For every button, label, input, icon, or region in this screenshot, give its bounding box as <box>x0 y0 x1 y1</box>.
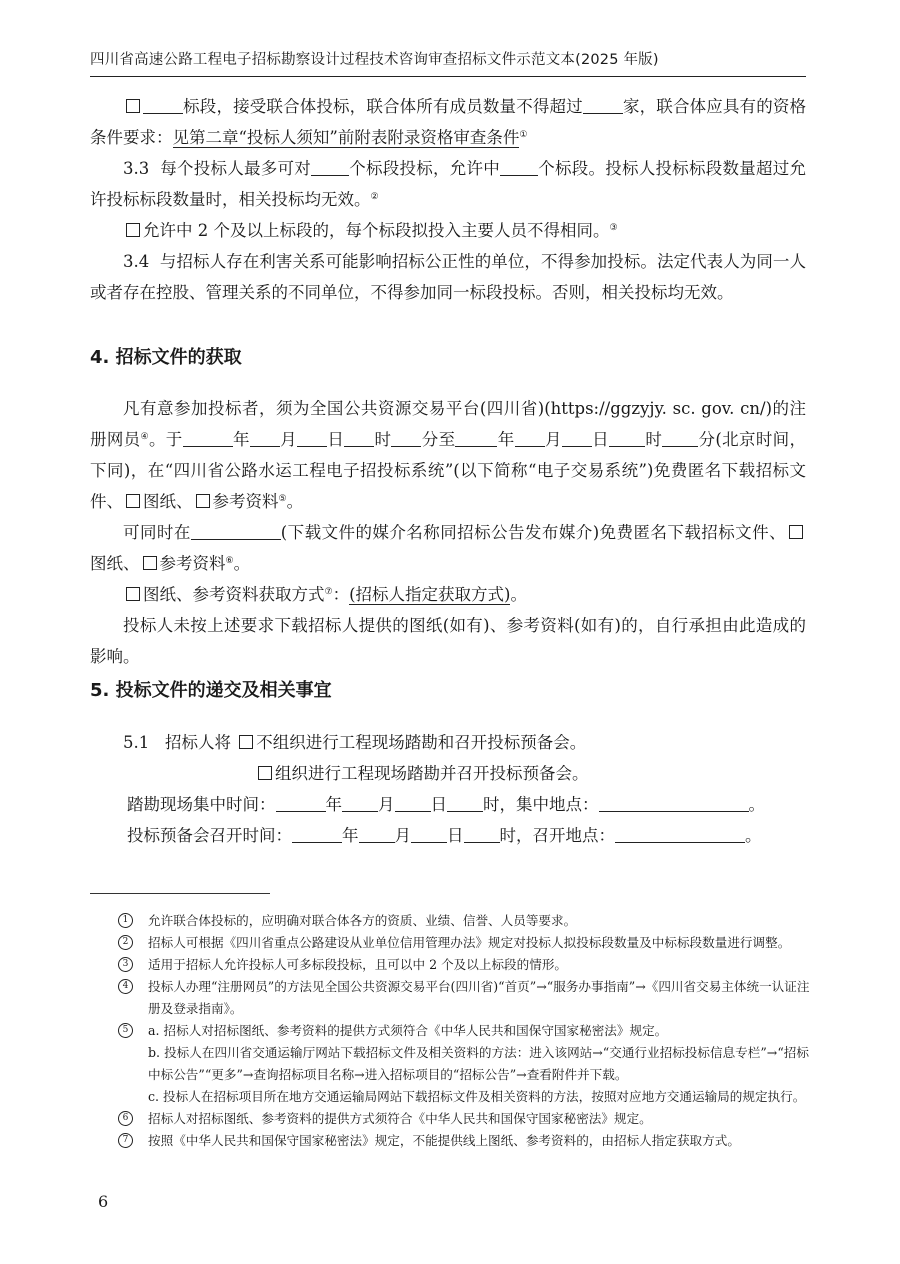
footnote-number: 6 <box>118 1111 133 1126</box>
footnote-ref[interactable]: ③ <box>609 223 618 233</box>
blank[interactable] <box>447 793 483 812</box>
designated-method: (招标人指定获取方式) <box>349 585 511 604</box>
blank[interactable] <box>391 428 421 447</box>
checkbox[interactable] <box>789 525 803 539</box>
footnotes <box>118 910 810 1152</box>
blank[interactable] <box>599 793 749 812</box>
running-header: 四川省高速公路工程电子招标勘察设计过程技术咨询审查招标文件示范文本(2025 年版) <box>90 52 659 68</box>
footnote-ref[interactable]: ① <box>519 130 528 140</box>
footnote-3: 3 适用于招标人允许投标人可多标段投标，且可以中 2 个及以上标段的情形。 <box>118 954 810 976</box>
blank[interactable] <box>276 793 326 812</box>
blank[interactable] <box>562 428 592 447</box>
blank[interactable] <box>344 428 374 447</box>
footnote-ref[interactable]: ⑥ <box>225 556 234 566</box>
checkbox[interactable] <box>239 735 253 749</box>
blank[interactable] <box>191 521 281 540</box>
survey-time-row: 踏勘现场集中时间： 年 月 日 时，集中地点： 。 <box>127 795 765 814</box>
blank[interactable] <box>500 157 538 176</box>
footnote-number: 4 <box>118 979 133 994</box>
blank[interactable] <box>311 157 349 176</box>
footnote-ref[interactable]: ④ <box>140 432 149 442</box>
header-rule <box>90 76 806 77</box>
footnote-ref[interactable]: ② <box>370 192 379 202</box>
clause-obtain-method: 图纸、参考资料获取方式⑦：(招标人指定获取方式)。 <box>90 579 806 610</box>
clause-5-1: 5.1 招标人将 不组织进行工程现场踏勘和召开投标预备会。 <box>123 733 587 752</box>
blank[interactable] <box>359 824 395 843</box>
clause-multi-section: 允许中 2 个及以上标段的，每个标段拟投入主要人员不得相同。③ <box>90 215 806 246</box>
clause-consortium: 标段，接受联合体投标，联合体所有成员数量不得超过 家，联合体应具有的资格条件要求：见第二章“投标人须知”前附表附录资格审查条件① <box>90 97 807 147</box>
footnote-number: 1 <box>118 913 133 928</box>
clause-3-4: 3.4 与招标人存在利害关系可能影响招标公正性的单位，不得参加投标。法定代表人为同一人或者存在控股、管理关系的不同单位，不得参加同一标段投标。否则，相关投标均无效。 <box>90 252 807 302</box>
checkbox[interactable] <box>126 494 140 508</box>
footnote-2: 2 招标人可根据《四川省重点公路建设从业单位信用管理办法》规定对投标人拟投标段数量及中标标段数量进行调整。 <box>118 932 810 954</box>
checkbox[interactable] <box>126 99 140 113</box>
footnote-ref[interactable]: ⑦ <box>324 587 333 597</box>
checkbox[interactable] <box>126 223 140 237</box>
blank[interactable] <box>464 824 500 843</box>
footnote-number: 5 <box>118 1023 133 1038</box>
footnote-number: 2 <box>118 935 133 950</box>
footnote-number: 7 <box>118 1133 133 1148</box>
blank[interactable] <box>515 428 545 447</box>
section-4-title: 4. 招标文件的获取 <box>90 347 242 368</box>
top-clauses <box>90 91 806 308</box>
section-5-body <box>90 727 806 851</box>
footnote-4: 4 投标人办理“注册网员”的方法见全国公共资源交易平台(四川省)“首页”→“服务办事指南”→《四川省交易主体统一认证注册及登录指南》。 <box>118 976 810 1020</box>
clause-3-3: 3.3 每个投标人最多可对 个标段投标，允许中 个标段。投标人投标标段数量超过允许投标标段数量时，相关投标均无效。② <box>90 159 806 209</box>
section-4-body <box>90 393 806 672</box>
blank[interactable] <box>143 95 183 114</box>
footnote-5: 5 a. 招标人对招标图纸、参考资料的提供方式须符合《中华人民共和国保守国家秘密法》规定。 b. 投标人在四川省交通运输厅网站下载招标文件及相关资料的方法：进入该网站→“交通行业招标投标信息专栏”→“招标中标公告”“更多”→查询招标项目名称→进入招标项目的“招标公告”→查看附件并下载。 c. 投标人在招标项目所在地方交通运输局网站下载招标文件及相关资料的方法，按照对应地方交通运输局的规定执行。 <box>118 1020 810 1108</box>
checkbox[interactable] <box>143 556 157 570</box>
footnote-6: 6 招标人对招标图纸、参考资料的提供方式须符合《中华人民共和国保守国家秘密法》规定。 <box>118 1108 810 1130</box>
section-5-title: 5. 投标文件的递交及相关事宜 <box>90 680 332 701</box>
blank[interactable] <box>292 824 342 843</box>
blank[interactable] <box>342 793 378 812</box>
blank[interactable] <box>615 824 745 843</box>
blank[interactable] <box>455 428 497 447</box>
page-number: 6 <box>98 1192 109 1211</box>
checkbox[interactable] <box>126 587 140 601</box>
clause-consequence: 投标人未按上述要求下载招标人提供的图纸(如有)、参考资料(如有)的，自行承担由此造成的影响。 <box>90 616 806 666</box>
footnote-7: 7 按照《中华人民共和国保守国家秘密法》规定，不能提供线上图纸、参考资料的，由招标人指定获取方式。 <box>118 1130 810 1152</box>
checkbox[interactable] <box>258 766 272 780</box>
blank[interactable] <box>297 428 327 447</box>
footnote-rule <box>90 893 270 894</box>
footnote-1: 1 允许联合体投标的，应明确对联合体各方的资质、业绩、信誉、人员等要求。 <box>118 910 810 932</box>
blank[interactable] <box>609 428 645 447</box>
blank[interactable] <box>183 428 233 447</box>
blank[interactable] <box>395 793 431 812</box>
blank[interactable] <box>250 428 280 447</box>
footnote-ref[interactable]: ⑤ <box>278 494 287 504</box>
meeting-time-row: 投标预备会召开时间： 年 月 日 时，召开地点： 。 <box>127 826 762 845</box>
footnote-number: 3 <box>118 957 133 972</box>
checkbox[interactable] <box>196 494 210 508</box>
blank[interactable] <box>583 95 623 114</box>
clause-5-1-option2: 组织进行工程现场踏勘并召开投标预备会。 <box>90 758 806 789</box>
clause-obtain-docs: 凡有意参加投标者，须为全国公共资源交易平台(四川省)(https://ggzyjy. sc. gov. cn/)的注册网员④。于 年 月 日 时 分至 年 月 日 时 分(北京时间，下同)，在“四川省公路水运工程电子招投标系统”(以下简称“电子交易系统”)免费匿名下载招标文件、 图纸、 参考资料⑤。 <box>90 399 807 511</box>
consortium-requirement: 见第二章“投标人须知”前附表附录资格审查条件 <box>172 128 520 147</box>
blank[interactable] <box>411 824 447 843</box>
blank[interactable] <box>662 428 698 447</box>
clause-alt-media: 可同时在 (下载文件的媒介名称同招标公告发布媒介)免费匿名下载招标文件、图纸、 参考资料⑥。 <box>90 517 806 579</box>
